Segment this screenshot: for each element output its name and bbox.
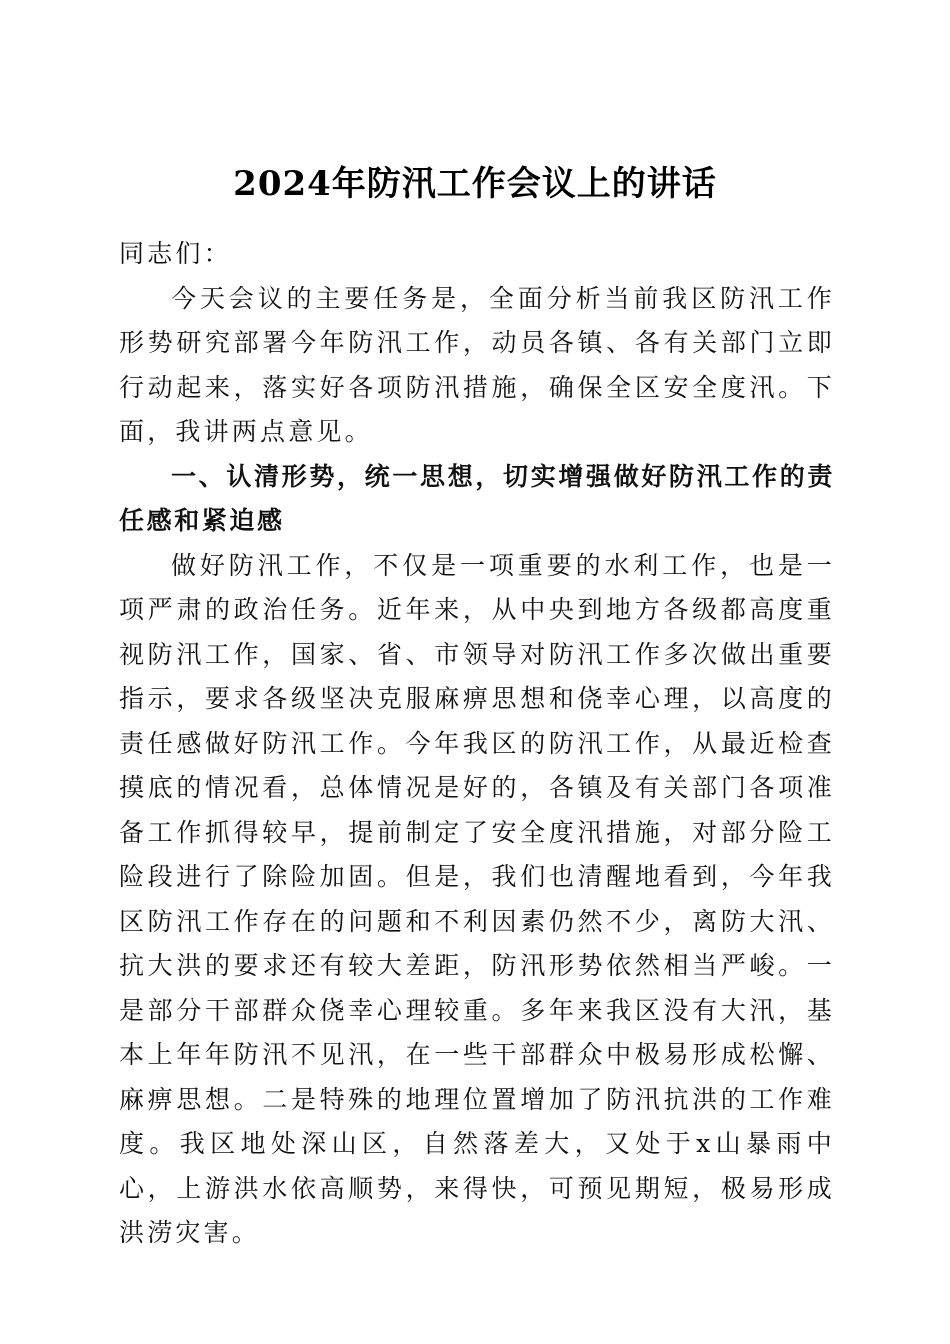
salutation: 同志们： (119, 239, 232, 268)
document-body (119, 232, 835, 1256)
intro-paragraph: 今天会议的主要任务是，全面分析当前我区防汛工作形势研究部署今年防汛工作，动员各镇、各有关部门立即行动起来，落实好各项防汛措施，确保全区安全度汛。下面，我讲两点意见。 (119, 283, 835, 446)
section-1-paragraph: 做好防汛工作，不仅是一项重要的水利工作，也是一项严肃的政治任务。近年来，从中央到地方各级都高度重视防汛工作，国家、省、市领导对防汛工作多次做出重要指示，要求各级坚决克服麻痹思想和侥幸心理，以高度的责任感做好防汛工作。今年我区的防汛工作，从最近检查摸底的情况看，总体情况是好的，各镇及有关部门各项准备工作抓得较早，提前制定了安全度汛措施，对部分险工险段进行了除险加固。但是，我们也清醒地看到，今年我区防汛工作存在的问题和不利因素仍然不少，离防大汛、抗大洪的要求还有较大差距，防汛形势依然相当严峻。一是部分干部群众侥幸心理较重。多年来我区没有大汛，基本上年年防汛不见汛，在一些干部群众中极易形成松懈、麻痹思想。二是特殊的地理位置增加了防汛抗洪的工作难度。我区地处深山区，自然落差大，又处于x山暴雨中心，上游洪水依高顺势，来得快，可预见期短，极易形成洪涝灾害。 (119, 550, 835, 1247)
section-1-heading: 一、认清形势，统一思想，切实增强做好防汛工作的责任感和紧迫感 (119, 461, 835, 535)
document-title: 2024年防汛工作会议上的讲话 (233, 163, 717, 204)
